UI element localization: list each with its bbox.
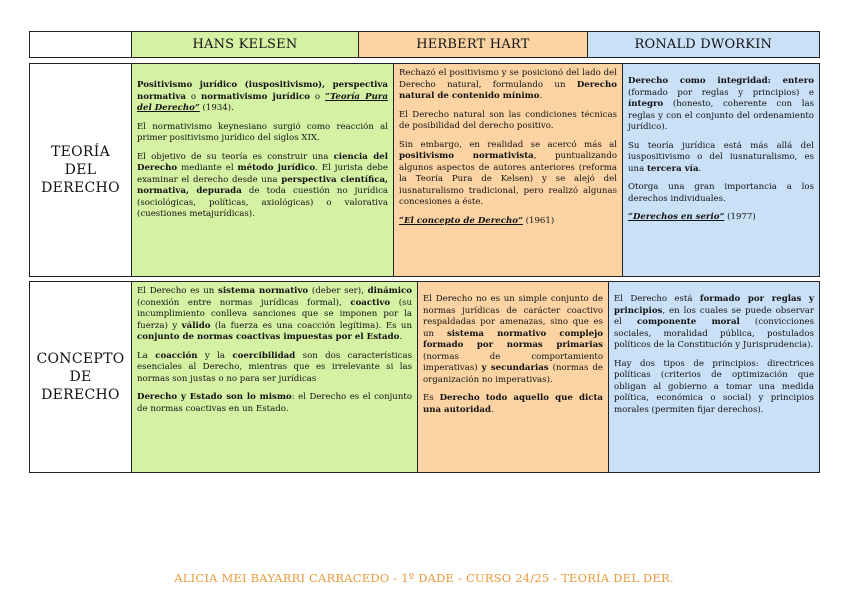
table-row-teoria — [29, 63, 820, 277]
cell-dworkin-teoria: Derecho como integridad: entero (formado por reglas y principios) e íntegro (honesto, coherente con las reglas y con el conjunto del ordenamiento jurídico). Su teoría jurídica está más allá del iuspositivismo o del iusnaturalismo, es una tercera vía. Otorga una gran importancia a los derechos individuales. “Derechos en serio” (1977) — [623, 64, 819, 276]
header-dworkin: RONALD DWORKIN — [588, 32, 819, 57]
cell-kelsen-concepto: El Derecho es un sistema normativo (deber ser), dinámico (conexión entre normas jurídicas formal), coactivo (su incumplimiento conlleva sanciones que se imponen por la fuerza) y válido (la fuerza es una coacción legítima). Es un conjunto de normas coactivas impuestas por el Estado. La coacción y la coercibilidad son dos características esenciales al Derecho, mientras que es irrelevante si las normas son justas o no para ser jurídicas Derecho y Estado son lo mismo: el Derecho es el conjunto de normas coactivas en un Estado. — [132, 282, 418, 472]
header-empty-cell — [30, 32, 132, 57]
cell-dworkin-concepto: El Derecho está formado por reglas y principios, en los cuales se puede observar el componente moral (convicciones sociales, moralidad pública, postulados políticos de la Constitución y Jurisprudencia). Hay dos tipos de principios: directrices políticas (criterios de optimización que obligan al gobierno a tomar una medida política, económica o social) y principios morales (permiten fijar derechos). — [609, 282, 819, 472]
book-title: “Derechos en serio” — [628, 212, 725, 222]
table-header-row — [29, 31, 820, 58]
footer-author-line: ALICIA MEI BAYARRI CARRACEDO - 1º DADE - CURSO 24/25 - TEORÍA DEL DER. — [174, 571, 674, 585]
cell-kelsen-teoria: Positivismo jurídico (iuspositivismo), perspectiva normativa o normativismo jurídico o “Teoría Pura del Derecho” (1934). El normativismo keynesiano surgió como reacción al primer positivismo jurídico del siglos XIX. El objetivo de su teoría es construir una ciencia del Derecho mediante el método jurídico. El jurista debe examinar el derecho desde una perspectiva científica, normativa, depurada de toda cuestión no jurídica (sociológicas, políticas, axiológicas) o valorativa (cuestiones metajurídicas). — [132, 64, 394, 276]
row-label-teoria: TEORÍA DEL DERECHO — [30, 64, 132, 276]
header-hart: HERBERT HART — [359, 32, 587, 57]
book-title: “Teoría Pura del Derecho” — [137, 91, 388, 113]
header-kelsen: HANS KELSEN — [132, 32, 359, 57]
table-row-concepto — [29, 281, 820, 473]
cell-hart-concepto: El Derecho no es un simple conjunto de normas jurídicas de carácter coactivo respaldadas por amenazas, sino que es un sistema normativo complejo formado por normas primarias (normas de comportamiento imperativas) y secundarias (normas de organización no imperativas). Es Derecho todo aquello que dicta una autoridad. — [418, 282, 609, 472]
cell-hart-teoria: Rechazó el positivismo y se posicionó del lado del Derecho natural, formulando un Derecho natural de contenido mínimo. El Derecho natural son las condiciones técnicas de posibilidad del derecho positivo. Sin embargo, en realidad se acercó más al positivismo normativista, puntualizando algunos aspectos de autores anteriores (reforma la Teoría Pura de Kelsen) y se alejó del iusnaturalismo tradicional, pero realizó algunas concesiones a éste. “El concepto de Derecho” (1961) — [394, 64, 623, 276]
row-label-concepto: CONCEPTO DE DERECHO — [30, 282, 132, 472]
book-title: “El concepto de Derecho” — [399, 215, 523, 226]
